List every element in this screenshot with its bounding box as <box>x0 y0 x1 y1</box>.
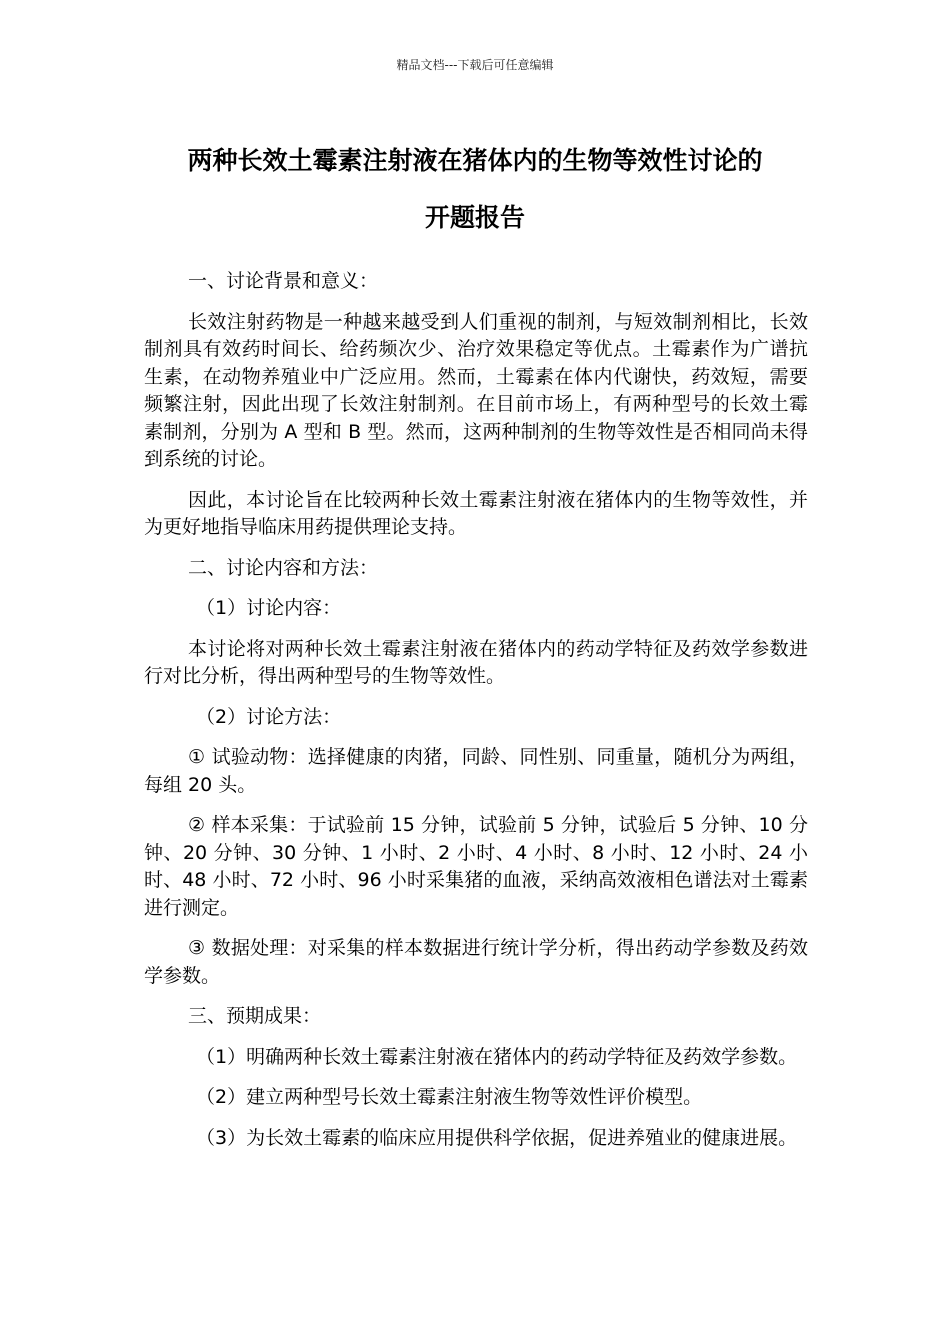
method-item-data-processing: ③ 数据处理：对采集的样本数据进行统计学分析，得出药动学参数及药效学参数。 <box>144 937 808 987</box>
subheading-method: （2）讨论方法： <box>196 705 342 728</box>
method-item-sampling: ② 样本采集：于试验前 15 分钟，试验前 5 分钟，试验后 5 分钟、10 分钟、20 分钟、30 分钟、1 小时、2 小时、4 小时、8 小时、12 小时、24 小时、48 小时、72 小时、96 小时采集猪的血液，采纳高效液相色谱法对土霉素进行测定。 <box>144 814 808 919</box>
document-title <box>120 132 830 246</box>
title-line-1: 两种长效土霉素注射液在猪体内的生物等效性讨论的 <box>187 146 763 175</box>
paragraph-content: 本讨论将对两种长效土霉素注射液在猪体内的药动学特征及药效学参数进行对比分析，得出两种型号的生物等效性。 <box>144 637 808 687</box>
page-header: 精品文档---下载后可任意编辑 <box>396 58 554 72</box>
result-item-3: （3）为长效土霉素的临床应用提供科学依据，促进养殖业的健康进展。 <box>196 1126 798 1149</box>
section-heading-expected-results: 三、预期成果： <box>188 1005 322 1027</box>
method-item-animals: ① 试验动物：选择健康的肉猪，同龄、同性别、同重量，随机分为两组，每组 20 头。 <box>144 746 808 796</box>
result-item-2: （2）建立两种型号长效土霉素注射液生物等效性评价模型。 <box>196 1086 703 1108</box>
paragraph-background-1: 长效注射药物是一种越来越受到人们重视的制剂，与短效制剂相比，长效制剂具有效药时间长、给药频次少、治疗效果稳定等优点。土霉素作为广谱抗生素，在动物养殖业中广泛应用。然而，土霉素在体内代谢快，药效短，需要频繁注射，因此出现了长效注射制剂。在目前市场上，有两种型号的长效土霉素制剂，分别为 A 型和 B 型。然而，这两种制剂的生物等效性是否相同尚未得到系统的讨论。 <box>144 310 808 470</box>
document-body <box>144 268 808 1165</box>
paragraph-background-2: 因此，本讨论旨在比较两种长效土霉素注射液在猪体内的生物等效性，并为更好地指导临床用药提供理论支持。 <box>144 488 808 538</box>
title-line-2: 开题报告 <box>424 203 525 232</box>
result-item-1: （1）明确两种长效土霉素注射液在猪体内的药动学特征及药效学参数。 <box>196 1045 798 1068</box>
section-heading-content-method: 二、讨论内容和方法： <box>188 556 379 579</box>
subheading-content: （1）讨论内容： <box>196 597 342 619</box>
section-heading-background: 一、讨论背景和意义： <box>188 270 379 292</box>
